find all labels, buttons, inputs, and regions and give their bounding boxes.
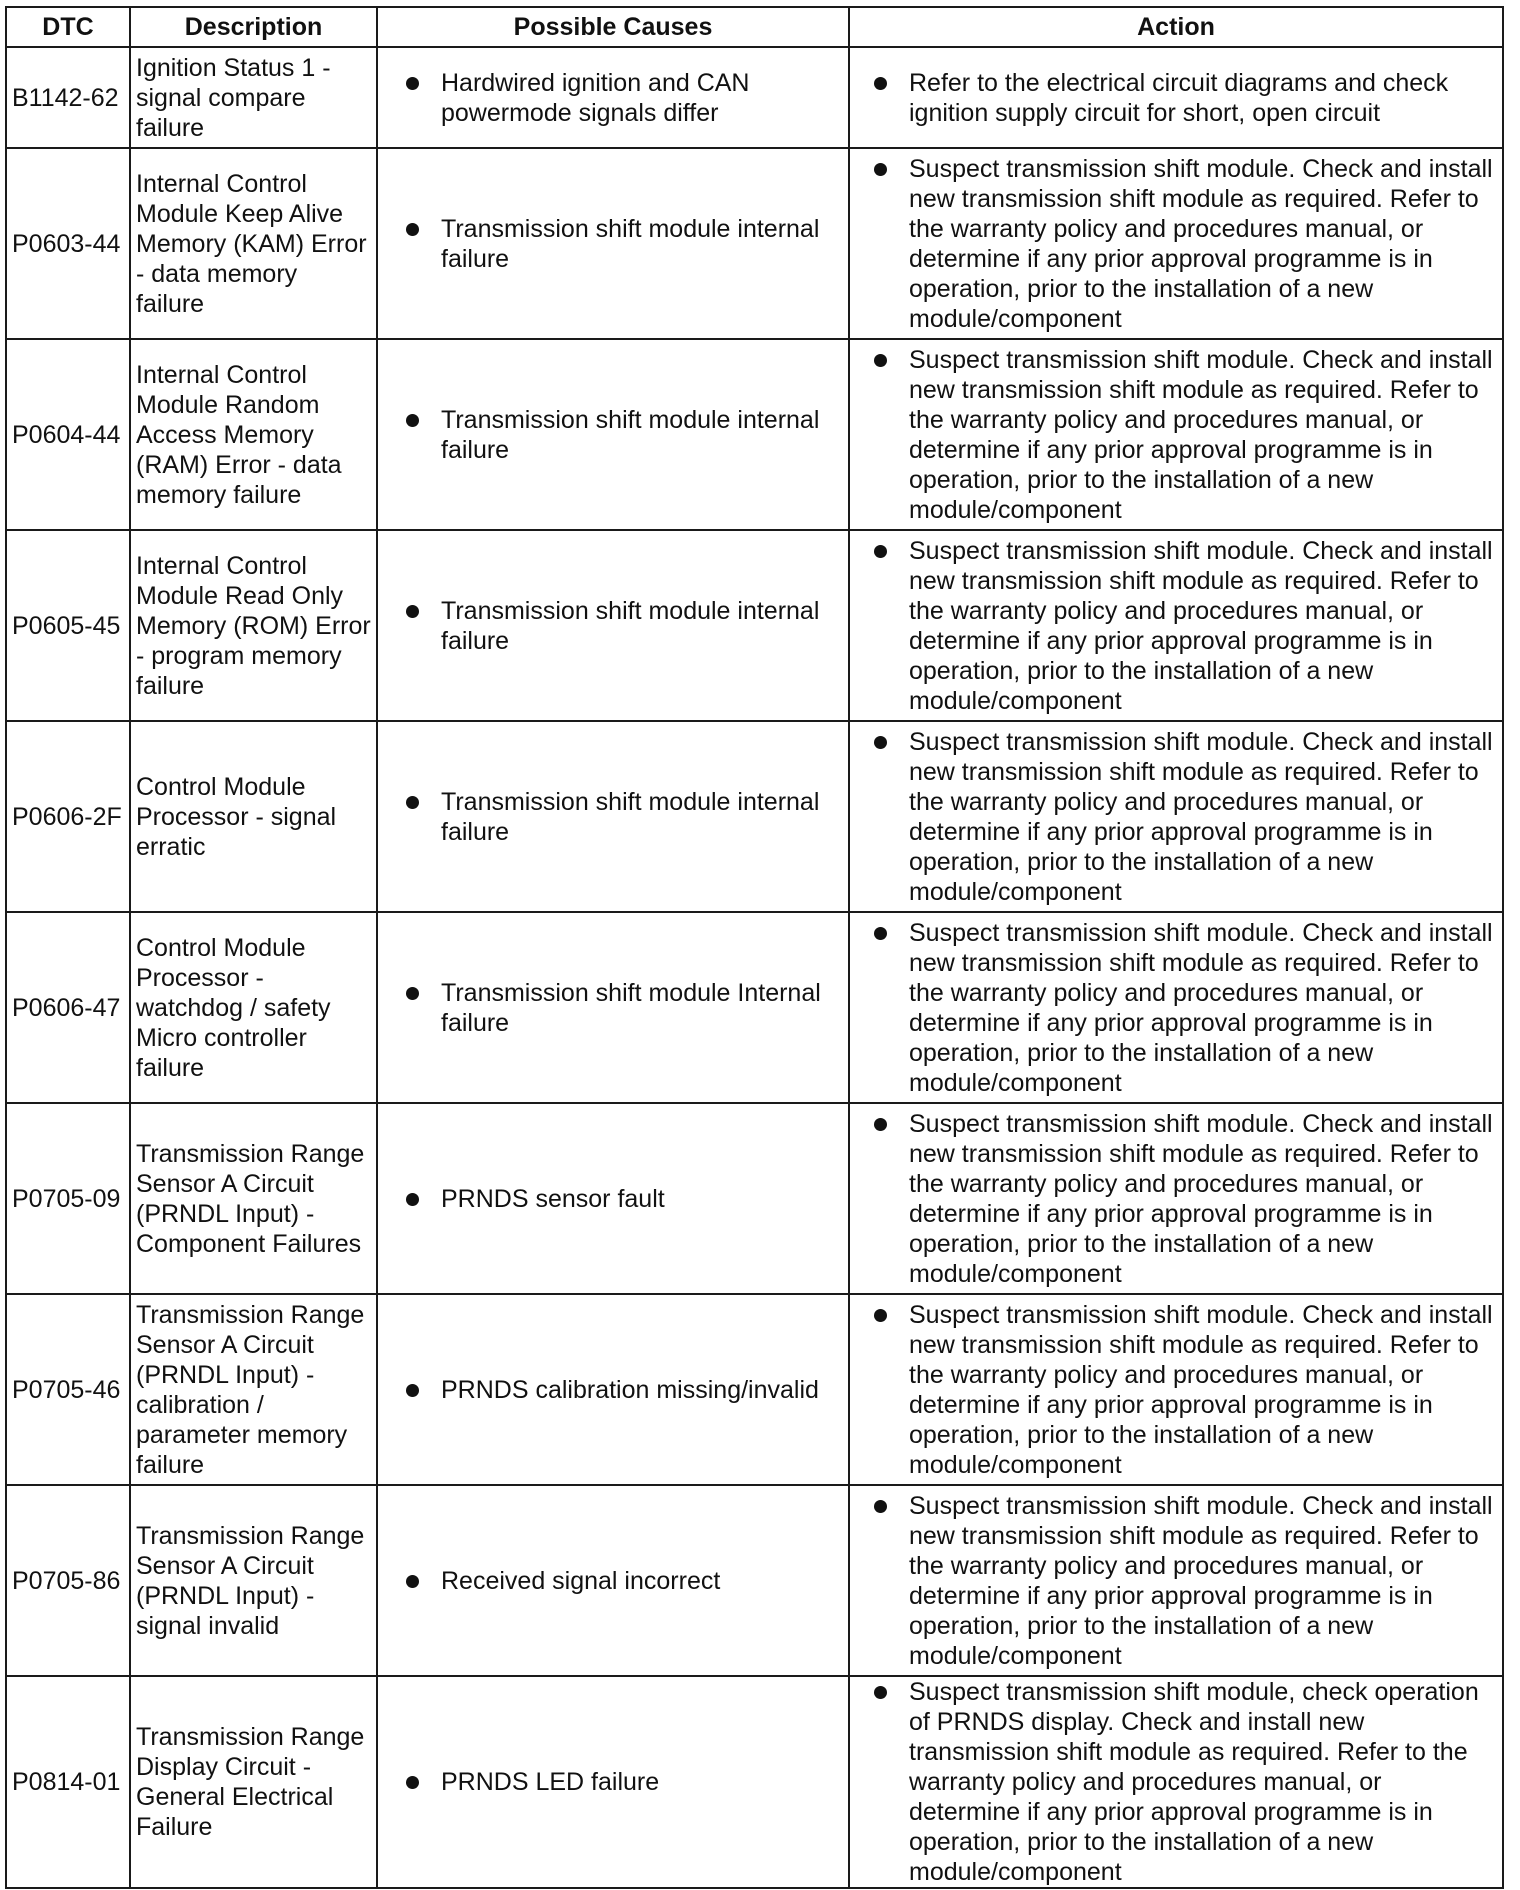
possible-cause-cell bbox=[377, 148, 849, 339]
possible-cause-text: Transmission shift module internal failure bbox=[441, 405, 820, 464]
table-row bbox=[6, 1485, 1503, 1676]
possible-cause-text: PRNDS sensor fault bbox=[441, 1184, 665, 1213]
action-text: Suspect transmission shift module. Check and install new transmission shift module as required. Refer to the warranty policy and procedures manual, or determine if any prior approval programme is in operation, prior to the installation of a new module/component bbox=[909, 1109, 1493, 1288]
table-row bbox=[6, 721, 1503, 912]
action-text: Suspect transmission shift module. Check and install new transmission shift module as required. Refer to the warranty policy and procedures manual, or determine if any prior approval programme is in operation, prior to the installation of a new module/component bbox=[909, 727, 1493, 906]
possible-cause-text: Transmission shift module internal failure bbox=[441, 596, 820, 655]
possible-cause-text: Transmission shift module internal failure bbox=[441, 214, 820, 273]
dtc-description: Transmission Range Display Circuit - General Electrical Failure bbox=[130, 1676, 377, 1888]
table-row bbox=[6, 47, 1503, 148]
dtc-code: P0705-46 bbox=[6, 1294, 130, 1485]
possible-cause-text: Transmission shift module internal failure bbox=[441, 787, 820, 846]
bullet-icon bbox=[406, 223, 419, 236]
table-row bbox=[6, 339, 1503, 530]
action-text: Suspect transmission shift module. Check and install new transmission shift module as required. Refer to the warranty policy and procedures manual, or determine if any prior approval programme is in operation, prior to the installation of a new module/component bbox=[909, 154, 1493, 333]
bullet-icon bbox=[874, 1500, 887, 1513]
action-cell bbox=[849, 1103, 1503, 1294]
header-dtc: DTC bbox=[6, 7, 130, 47]
possible-cause-text: PRNDS LED failure bbox=[441, 1768, 660, 1796]
action-text: Suspect transmission shift module. Check and install new transmission shift module as required. Refer to the warranty policy and procedures manual, or determine if any prior approval programme is in operation, prior to the installation of a new module/component bbox=[909, 345, 1493, 524]
header-possible-causes: Possible Causes bbox=[377, 7, 849, 47]
possible-cause-text: Received signal incorrect bbox=[441, 1566, 721, 1595]
dtc-code: P0705-86 bbox=[6, 1485, 130, 1676]
bullet-icon bbox=[874, 927, 887, 940]
action-cell bbox=[849, 1294, 1503, 1485]
possible-cause-cell bbox=[377, 1103, 849, 1294]
possible-cause-cell bbox=[377, 1485, 849, 1676]
action-cell bbox=[849, 47, 1503, 148]
bullet-icon bbox=[874, 163, 887, 176]
bullet-icon bbox=[406, 1575, 419, 1588]
dtc-code: P0705-09 bbox=[6, 1103, 130, 1294]
action-text: Suspect transmission shift module, check operation of PRNDS display. Check and install new transmission shift module as required. Refer to the warranty policy and procedures manual, or determine if any prior approval programme is in operation, prior to the installation of a new module/component bbox=[909, 1678, 1479, 1886]
bullet-icon bbox=[406, 1193, 419, 1206]
dtc-description: Internal Control Module Random Access Memory (RAM) Error - data memory failure bbox=[130, 339, 377, 530]
possible-cause-text: Hardwired ignition and CAN powermode signals differ bbox=[441, 68, 750, 127]
dtc-description: Transmission Range Sensor A Circuit (PRNDL Input) - Component Failures bbox=[130, 1103, 377, 1294]
action-cell bbox=[849, 721, 1503, 912]
action-cell bbox=[849, 1676, 1503, 1888]
dtc-description: Transmission Range Sensor A Circuit (PRNDL Input) - signal invalid bbox=[130, 1485, 377, 1676]
dtc-description: Control Module Processor - watchdog / safety Micro controller failure bbox=[130, 912, 377, 1103]
possible-cause-cell bbox=[377, 530, 849, 721]
dtc-code: P0814-01 bbox=[6, 1676, 130, 1888]
table-row bbox=[6, 912, 1503, 1103]
dtc-description: Transmission Range Sensor A Circuit (PRNDL Input) - calibration / parameter memory failure bbox=[130, 1294, 377, 1485]
dtc-code: P0606-2F bbox=[6, 721, 130, 912]
dtc-table bbox=[5, 6, 1504, 1889]
action-cell bbox=[849, 912, 1503, 1103]
possible-cause-cell bbox=[377, 1294, 849, 1485]
possible-cause-cell bbox=[377, 47, 849, 148]
bullet-icon bbox=[874, 77, 887, 90]
bullet-icon bbox=[874, 545, 887, 558]
bullet-icon bbox=[406, 414, 419, 427]
possible-cause-text: Transmission shift module Internal failure bbox=[441, 978, 821, 1037]
dtc-code: P0603-44 bbox=[6, 148, 130, 339]
bullet-icon bbox=[406, 77, 419, 90]
action-text: Suspect transmission shift module. Check and install new transmission shift module as required. Refer to the warranty policy and procedures manual, or determine if any prior approval programme is in operation, prior to the installation of a new module/component bbox=[909, 536, 1493, 715]
dtc-code: B1142-62 bbox=[6, 47, 130, 148]
action-text: Refer to the electrical circuit diagrams and check ignition supply circuit for short, open circuit bbox=[909, 68, 1449, 127]
action-text: Suspect transmission shift module. Check and install new transmission shift module as required. Refer to the warranty policy and procedures manual, or determine if any prior approval programme is in operation, prior to the installation of a new module/component bbox=[909, 1491, 1493, 1670]
dtc-description: Internal Control Module Keep Alive Memory (KAM) Error - data memory failure bbox=[130, 148, 377, 339]
action-text: Suspect transmission shift module. Check and install new transmission shift module as required. Refer to the warranty policy and procedures manual, or determine if any prior approval programme is in operation, prior to the installation of a new module/component bbox=[909, 1300, 1493, 1479]
bullet-icon bbox=[874, 1118, 887, 1131]
table-row bbox=[6, 1294, 1503, 1485]
bullet-icon bbox=[874, 736, 887, 749]
action-cell bbox=[849, 1485, 1503, 1676]
possible-cause-cell bbox=[377, 912, 849, 1103]
header-row bbox=[6, 7, 1503, 47]
dtc-description: Control Module Processor - signal erratic bbox=[130, 721, 377, 912]
possible-cause-text: PRNDS calibration missing/invalid bbox=[441, 1375, 819, 1404]
bullet-icon bbox=[406, 1776, 419, 1789]
table-header bbox=[6, 7, 1503, 47]
action-text: Suspect transmission shift module. Check and install new transmission shift module as required. Refer to the warranty policy and procedures manual, or determine if any prior approval programme is in operation, prior to the installation of a new module/component bbox=[909, 918, 1493, 1097]
possible-cause-cell bbox=[377, 339, 849, 530]
bullet-icon bbox=[406, 1384, 419, 1397]
dtc-code: P0606-47 bbox=[6, 912, 130, 1103]
bullet-icon bbox=[406, 987, 419, 1000]
table-row bbox=[6, 1676, 1503, 1888]
bullet-icon bbox=[406, 796, 419, 809]
action-cell bbox=[849, 148, 1503, 339]
bullet-icon bbox=[874, 1686, 887, 1699]
dtc-description: Ignition Status 1 - signal compare failure bbox=[130, 47, 377, 148]
header-action: Action bbox=[849, 7, 1503, 47]
dtc-code: P0605-45 bbox=[6, 530, 130, 721]
bullet-icon bbox=[874, 1309, 887, 1322]
table-row bbox=[6, 148, 1503, 339]
possible-cause-cell bbox=[377, 1676, 849, 1888]
possible-cause-cell bbox=[377, 721, 849, 912]
table-row bbox=[6, 530, 1503, 721]
action-cell bbox=[849, 339, 1503, 530]
header-description: Description bbox=[130, 7, 377, 47]
table-row bbox=[6, 1103, 1503, 1294]
dtc-description: Internal Control Module Read Only Memory (ROM) Error - program memory failure bbox=[130, 530, 377, 721]
action-cell bbox=[849, 530, 1503, 721]
bullet-icon bbox=[874, 354, 887, 367]
table-body bbox=[6, 47, 1503, 1888]
dtc-code: P0604-44 bbox=[6, 339, 130, 530]
bullet-icon bbox=[406, 605, 419, 618]
